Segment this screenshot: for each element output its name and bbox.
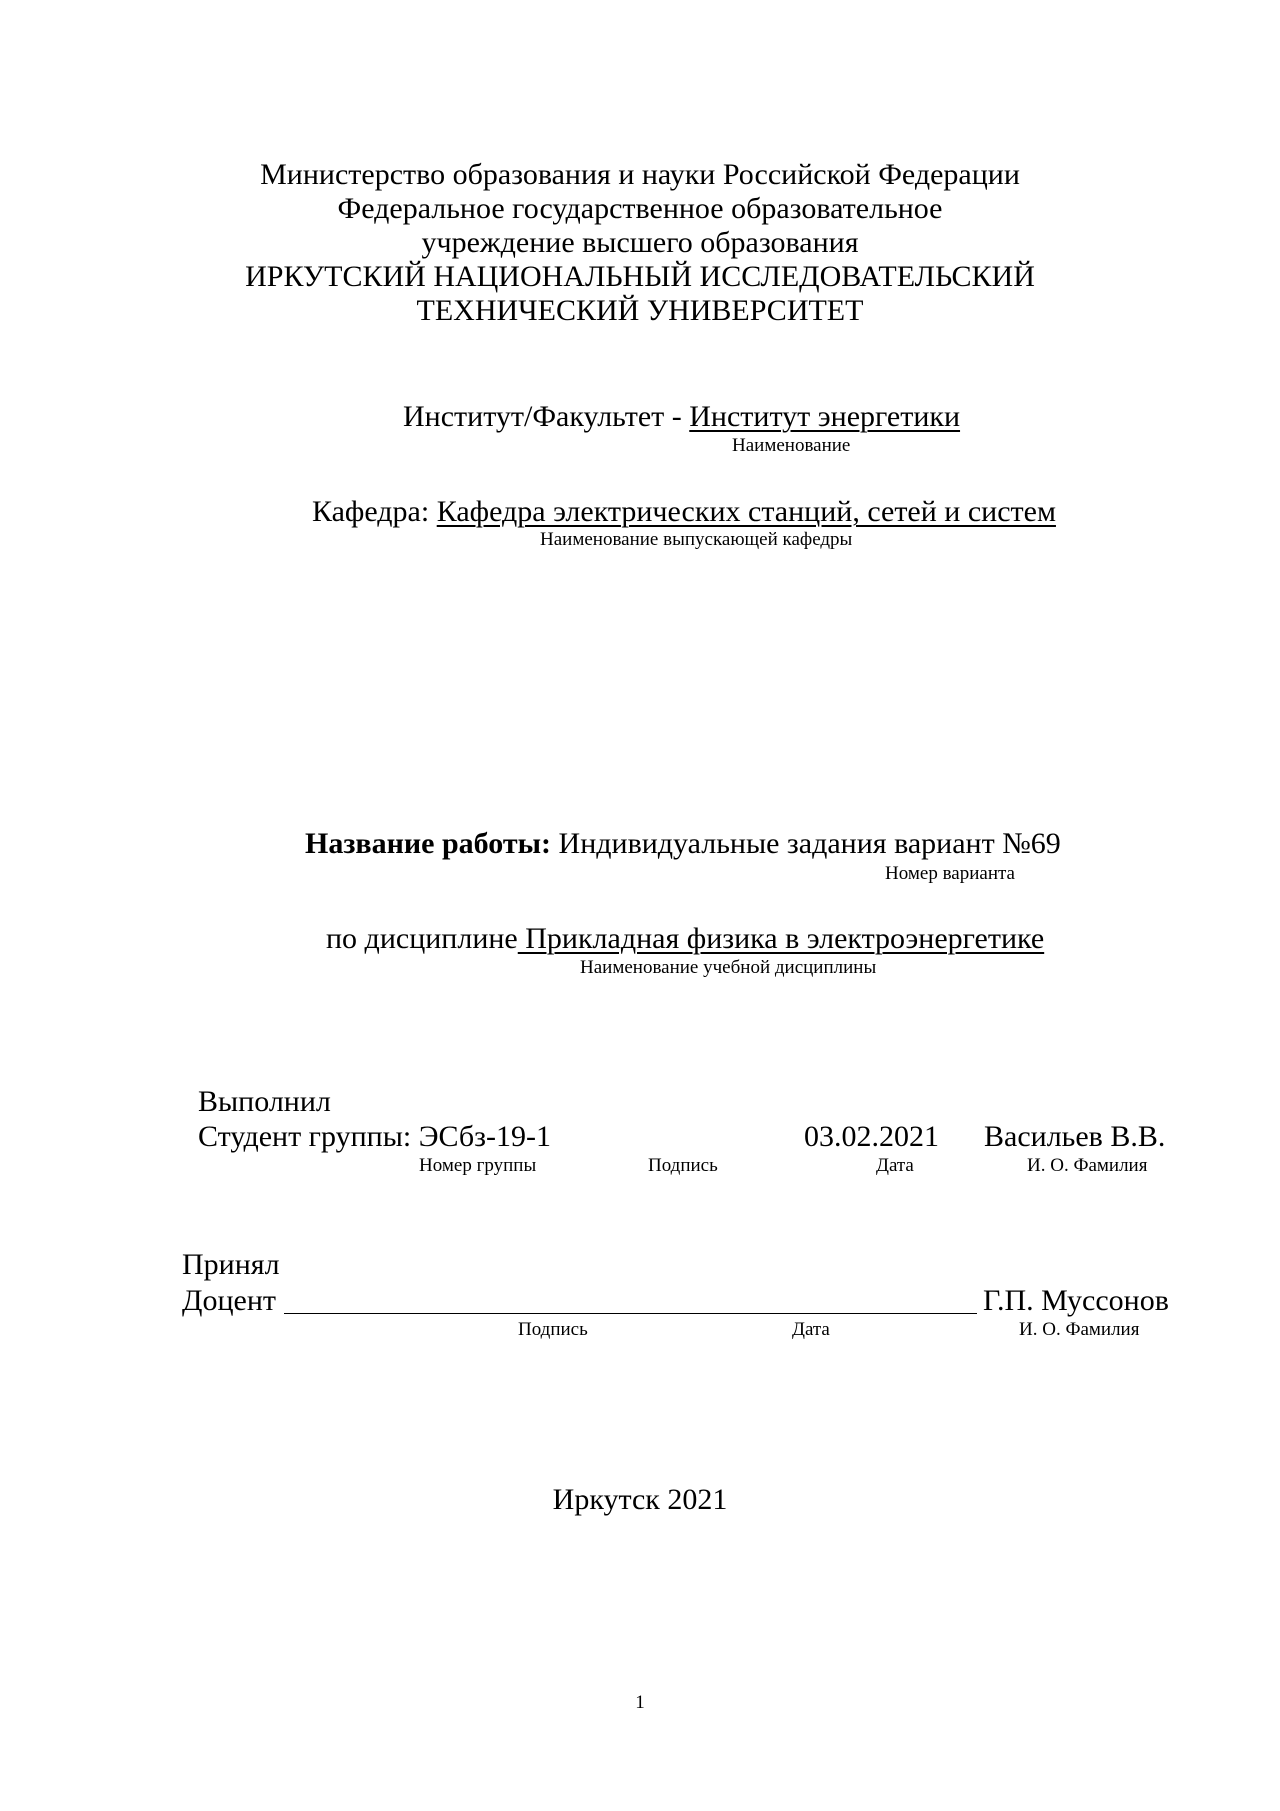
accepter-date-caption: Дата [792,1319,830,1340]
city-year: Иркутск 2021 [552,1483,728,1516]
university-name-line2: ТЕХНИЧЕСКИЙ УНИВЕРСИТЕТ [416,294,864,327]
department-label: Кафедра: [312,495,437,528]
ministry-line: Министерство образования и науки Российской Федерации [260,158,1020,191]
accepter-name: Г.П. Муссонов [983,1284,1169,1317]
page-number: 1 [635,1692,645,1713]
performed-date: 03.02.2021 [804,1120,939,1153]
accepter-role: Доцент [182,1284,276,1317]
work-title-row [305,829,1061,859]
accepter-signature-caption: Подпись [518,1319,588,1340]
group-caption: Номер группы [419,1155,537,1176]
institution-level-line: учреждение высшего образования [421,226,859,259]
institute-label: Институт/Факультет - [403,400,690,433]
student-name: Васильев В.В. [984,1120,1166,1153]
variant-caption: Номер варианта [885,863,1015,884]
student-date-caption: Дата [876,1155,914,1176]
student-name-caption: И. О. Фамилия [1027,1155,1148,1176]
department-value: Кафедра электрических станций, сетей и систем [436,495,1056,528]
student-group: ЭСбз-19-1 [418,1120,551,1153]
student-role: Студент группы: [198,1120,419,1153]
discipline-caption: Наименование учебной дисциплины [580,957,877,978]
discipline-row [326,924,1044,954]
signature-line [284,1313,977,1314]
discipline-value: Прикладная физика в электроэнергетике [517,922,1045,955]
work-title-value: Индивидуальные задания вариант №69 [551,827,1061,860]
institute-caption: Наименование [732,435,851,456]
institute-value: Институт энергетики [689,400,961,433]
university-name-line1: ИРКУТСКИЙ НАЦИОНАЛЬНЫЙ ИССЛЕДОВАТЕЛЬСКИЙ [245,260,1035,293]
institution-type-line: Федеральное государственное образовательное [337,192,943,225]
accepter-name-caption: И. О. Фамилия [1019,1319,1140,1340]
performed-heading: Выполнил [198,1085,331,1118]
student-signature-caption: Подпись [648,1155,718,1176]
work-title-label: Название работы: [305,827,552,860]
institute-row [403,402,960,432]
accepted-heading: Принял [182,1248,280,1281]
department-caption: Наименование выпускающей кафедры [540,529,853,550]
department-row [312,497,1056,527]
discipline-label: по дисциплине [326,922,518,955]
student-row [198,1122,551,1152]
